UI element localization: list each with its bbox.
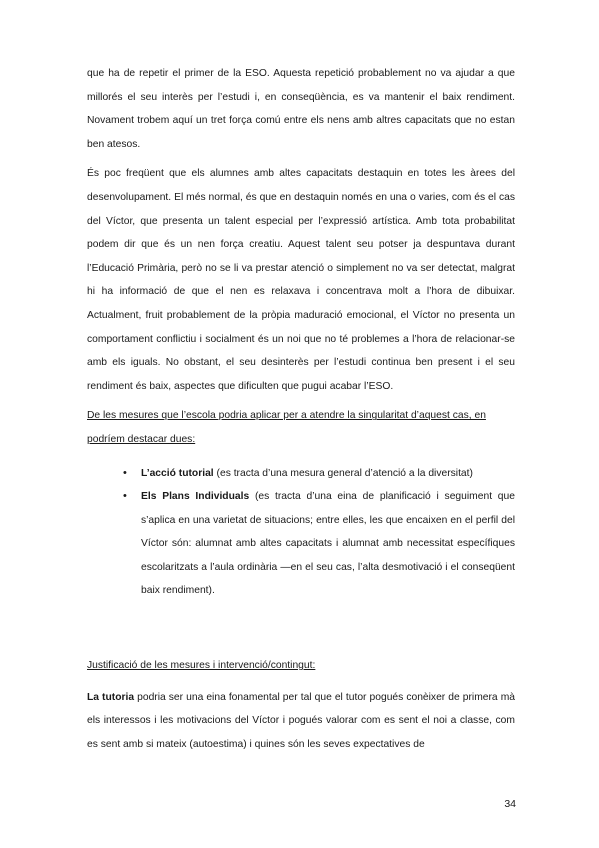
paragraph: És poc freqüent que els alumnes amb altes capacitats destaquin en totes les àrees del desenvolupament. El més normal, és que en destaquin només en una o varies, com és el cas del Víctor, que presenta un talent especial per l’expressió artística. Amb tota probabilitat podem dir que és un nen força creatiu. Aquest talent seu potser ja despuntava durant l’Educació Primària, però no se li va prestar atenció o simplement no va ser detectat, malgrat hi ha informació de que el nen es relaxava i concentrava molt a l’hora de dibuixar. Actualment, fruit probablement de la pròpia maduració emocional, el Víctor no presenta un comportament conflictiu i socialment és un noi que no té problemes a l’hora de relacionar-se amb els iguals. No obstant, el seu desinterès per l’estudi continua ben present i el seu rendiment és baix, aspectes que dificulten que pugui acabar l’ESO. [87, 168, 515, 392]
bullet-icon: • [123, 466, 127, 479]
tutoria-title: La tutoria [87, 691, 135, 703]
list-item [123, 462, 515, 486]
page-content [87, 62, 515, 756]
page-number: 34 [504, 798, 516, 810]
measure-text: (es tracta d’una mesura general d’atenció a la diversitat) [213, 467, 473, 479]
paragraph: que ha de repetir el primer de la ESO. Aquesta repetició probablement no va ajudar a que millorés el seu interès per l’estudi i, en conseqüència, es va mantenir el baix rendiment. Novament trobem aquí un tret força comú entre els nens amb altres capacitats que no estan ben atesos. [87, 68, 515, 150]
measures-heading: De les mesures que l’escola podria aplicar per a atendre la singularitat d’aquest cas, en podríem destacar dues: [87, 410, 486, 445]
tutoria-text: podria ser una eina fonamental per tal que el tutor pogués conèixer de primera mà els interessos i les motivacions del Víctor i pogués valorar com es sent el noi a classe, com es sent amb si mateix (autoestima) i quines són les seves expectatives de [87, 691, 515, 750]
measures-list [87, 462, 515, 604]
justification-heading: Justificació de les mesures i intervenció/contingut: [87, 660, 316, 672]
measure-text: (es tracta d’una eina de planificació i seguiment que s’aplica en una varietat de situacions; entre elles, les que encaixen en el perfil del Víctor són: alumnat amb altes capacitats i alumnat amb necessitat específiques escolaritzats a l’aula ordinària —en el seu cas, l’alta desmotivació i el conseqüent baix rendiment). [141, 491, 515, 597]
measure-title: L’acció tutorial [141, 467, 214, 479]
measure-title: Els Plans Individuals [141, 491, 250, 503]
list-item [123, 485, 515, 603]
spacer [87, 603, 515, 654]
bullet-icon: • [123, 490, 127, 503]
paragraph [87, 686, 515, 757]
